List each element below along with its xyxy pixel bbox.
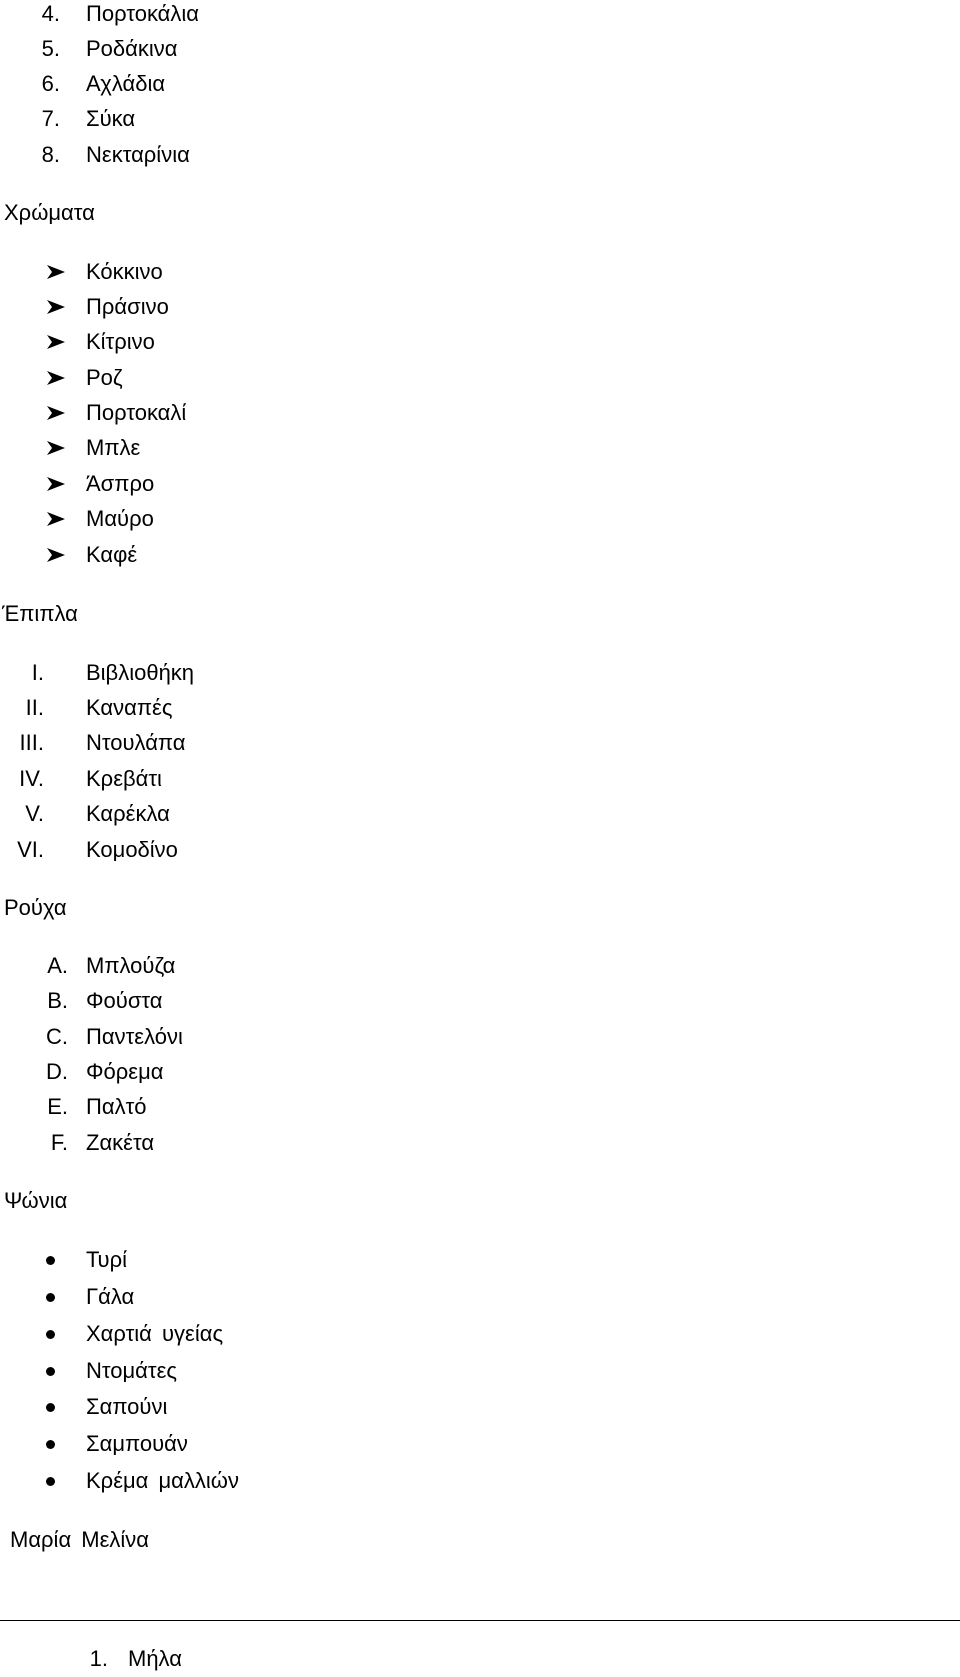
list-item-label: Ροζ <box>86 365 123 390</box>
list-item-label: Μήλα <box>128 1646 182 1671</box>
section-heading-clothes: Ρούχα <box>4 895 67 920</box>
list-item <box>0 1316 400 1352</box>
list-item <box>0 832 400 868</box>
list-item-label: Καναπές <box>86 695 173 720</box>
arrow-bullet-icon <box>46 476 66 492</box>
list-item <box>0 1019 400 1055</box>
list-item-label: Χαρτιά υγείας <box>86 1321 224 1346</box>
list-item <box>0 360 400 396</box>
list-marker: I. <box>31 660 44 685</box>
list-item-label: Σαμπουάν <box>86 1431 188 1456</box>
bullet-dot-icon <box>46 1477 55 1486</box>
list-item <box>0 1389 400 1425</box>
page-separator <box>0 1620 960 1621</box>
list-item-label: Φόρεμα <box>86 1059 164 1084</box>
arrow-bullet-icon <box>46 370 66 386</box>
list-item <box>0 725 400 761</box>
list-item <box>0 0 400 32</box>
arrow-bullet-icon <box>46 440 66 456</box>
list-item <box>0 254 400 290</box>
list-item <box>0 395 400 431</box>
list-item <box>0 537 400 573</box>
list-marker: B. <box>47 988 68 1013</box>
list-item <box>0 1279 400 1315</box>
list-item-label: Ντουλάπα <box>86 730 186 755</box>
list-item-label: Σαπούνι <box>86 1394 168 1419</box>
list-marker: IV. <box>19 766 44 791</box>
list-marker: 1. <box>89 1646 108 1671</box>
list-item-label: Μπλε <box>86 435 141 460</box>
bullet-dot-icon <box>46 1440 55 1449</box>
list-item-label: Πορτοκάλια <box>86 1 199 26</box>
list-marker: D. <box>46 1059 68 1084</box>
list-marker: 8. <box>41 142 60 167</box>
arrow-bullet-icon <box>46 264 66 280</box>
list-item-label: Μαύρο <box>86 506 154 531</box>
list-item-label: Κόκκινο <box>86 259 163 284</box>
list-item-label: Ντομάτες <box>86 1358 177 1383</box>
bullet-dot-icon <box>46 1367 55 1376</box>
list-item <box>0 430 400 466</box>
list-item-label: Γάλα <box>86 1284 135 1309</box>
list-item-label: Νεκταρίνια <box>86 142 190 167</box>
list-item-label: Κρέμα μαλλιών <box>86 1468 239 1493</box>
list-item <box>0 1641 400 1677</box>
list-item-label: Κομοδίνο <box>86 837 178 862</box>
list-item-label: Πράσινο <box>86 294 169 319</box>
list-item <box>0 1463 400 1499</box>
list-item <box>0 289 400 325</box>
list-item-label: Σύκα <box>86 106 136 131</box>
list-item-label: Παντελόνι <box>86 1024 183 1049</box>
arrow-bullet-icon <box>46 547 66 563</box>
list-marker: E. <box>47 1094 68 1119</box>
bullet-dot-icon <box>46 1330 55 1339</box>
list-item-label: Ροδάκινα <box>86 36 178 61</box>
list-item-label: Φούστα <box>86 988 163 1013</box>
arrow-bullet-icon <box>46 511 66 527</box>
list-item <box>0 655 400 691</box>
list-item-label: Τυρί <box>86 1247 127 1272</box>
list-item <box>0 1125 400 1161</box>
list-item <box>0 324 400 360</box>
list-marker: II. <box>25 695 44 720</box>
list-item <box>0 690 400 726</box>
list-item <box>0 796 400 832</box>
list-item <box>0 31 400 67</box>
list-marker: III. <box>19 730 44 755</box>
list-item <box>0 137 400 173</box>
list-marker: 4. <box>41 1 60 26</box>
list-item <box>0 1054 400 1090</box>
list-item <box>0 1242 400 1278</box>
list-item <box>0 1089 400 1125</box>
section-heading-furniture: Έπιπλα <box>2 601 78 626</box>
section-heading-colors: Χρώματα <box>4 200 95 225</box>
list-marker: V. <box>25 801 44 826</box>
list-item-label: Παλτό <box>86 1094 147 1119</box>
list-item-label: Κίτρινο <box>86 329 155 354</box>
list-item-label: Μπλούζα <box>86 953 176 978</box>
list-item <box>0 66 400 102</box>
arrow-bullet-icon <box>46 299 66 315</box>
list-item <box>0 1426 400 1462</box>
list-marker: 6. <box>41 71 60 96</box>
arrow-bullet-icon <box>46 405 66 421</box>
author-name: Μαρία Μελίνα <box>10 1527 150 1552</box>
bullet-dot-icon <box>46 1256 55 1265</box>
list-item-label: Αχλάδια <box>86 71 166 96</box>
list-item <box>0 983 400 1019</box>
list-item <box>0 101 400 137</box>
list-item <box>0 501 400 537</box>
list-item-label: Πορτοκαλί <box>86 400 187 425</box>
list-marker: 5. <box>41 36 60 61</box>
bullet-dot-icon <box>46 1403 55 1412</box>
list-item <box>0 948 400 984</box>
arrow-bullet-icon <box>46 334 66 350</box>
list-item-label: Βιβλιοθήκη <box>86 660 195 685</box>
list-item-label: Κρεβάτι <box>86 766 162 791</box>
list-item <box>0 466 400 502</box>
list-item <box>0 1353 400 1389</box>
list-marker: C. <box>46 1024 68 1049</box>
section-heading-groceries: Ψώνια <box>4 1188 68 1213</box>
list-item-label: Άσπρο <box>86 471 155 496</box>
list-item-label: Ζακέτα <box>86 1130 155 1155</box>
list-marker: VI. <box>17 837 44 862</box>
list-marker: 7. <box>41 106 60 131</box>
bullet-dot-icon <box>46 1293 55 1302</box>
list-marker: A. <box>47 953 68 978</box>
list-item-label: Καφέ <box>86 542 138 567</box>
list-item-label: Καρέκλα <box>86 801 170 826</box>
list-item <box>0 761 400 797</box>
list-marker: F. <box>50 1130 68 1155</box>
